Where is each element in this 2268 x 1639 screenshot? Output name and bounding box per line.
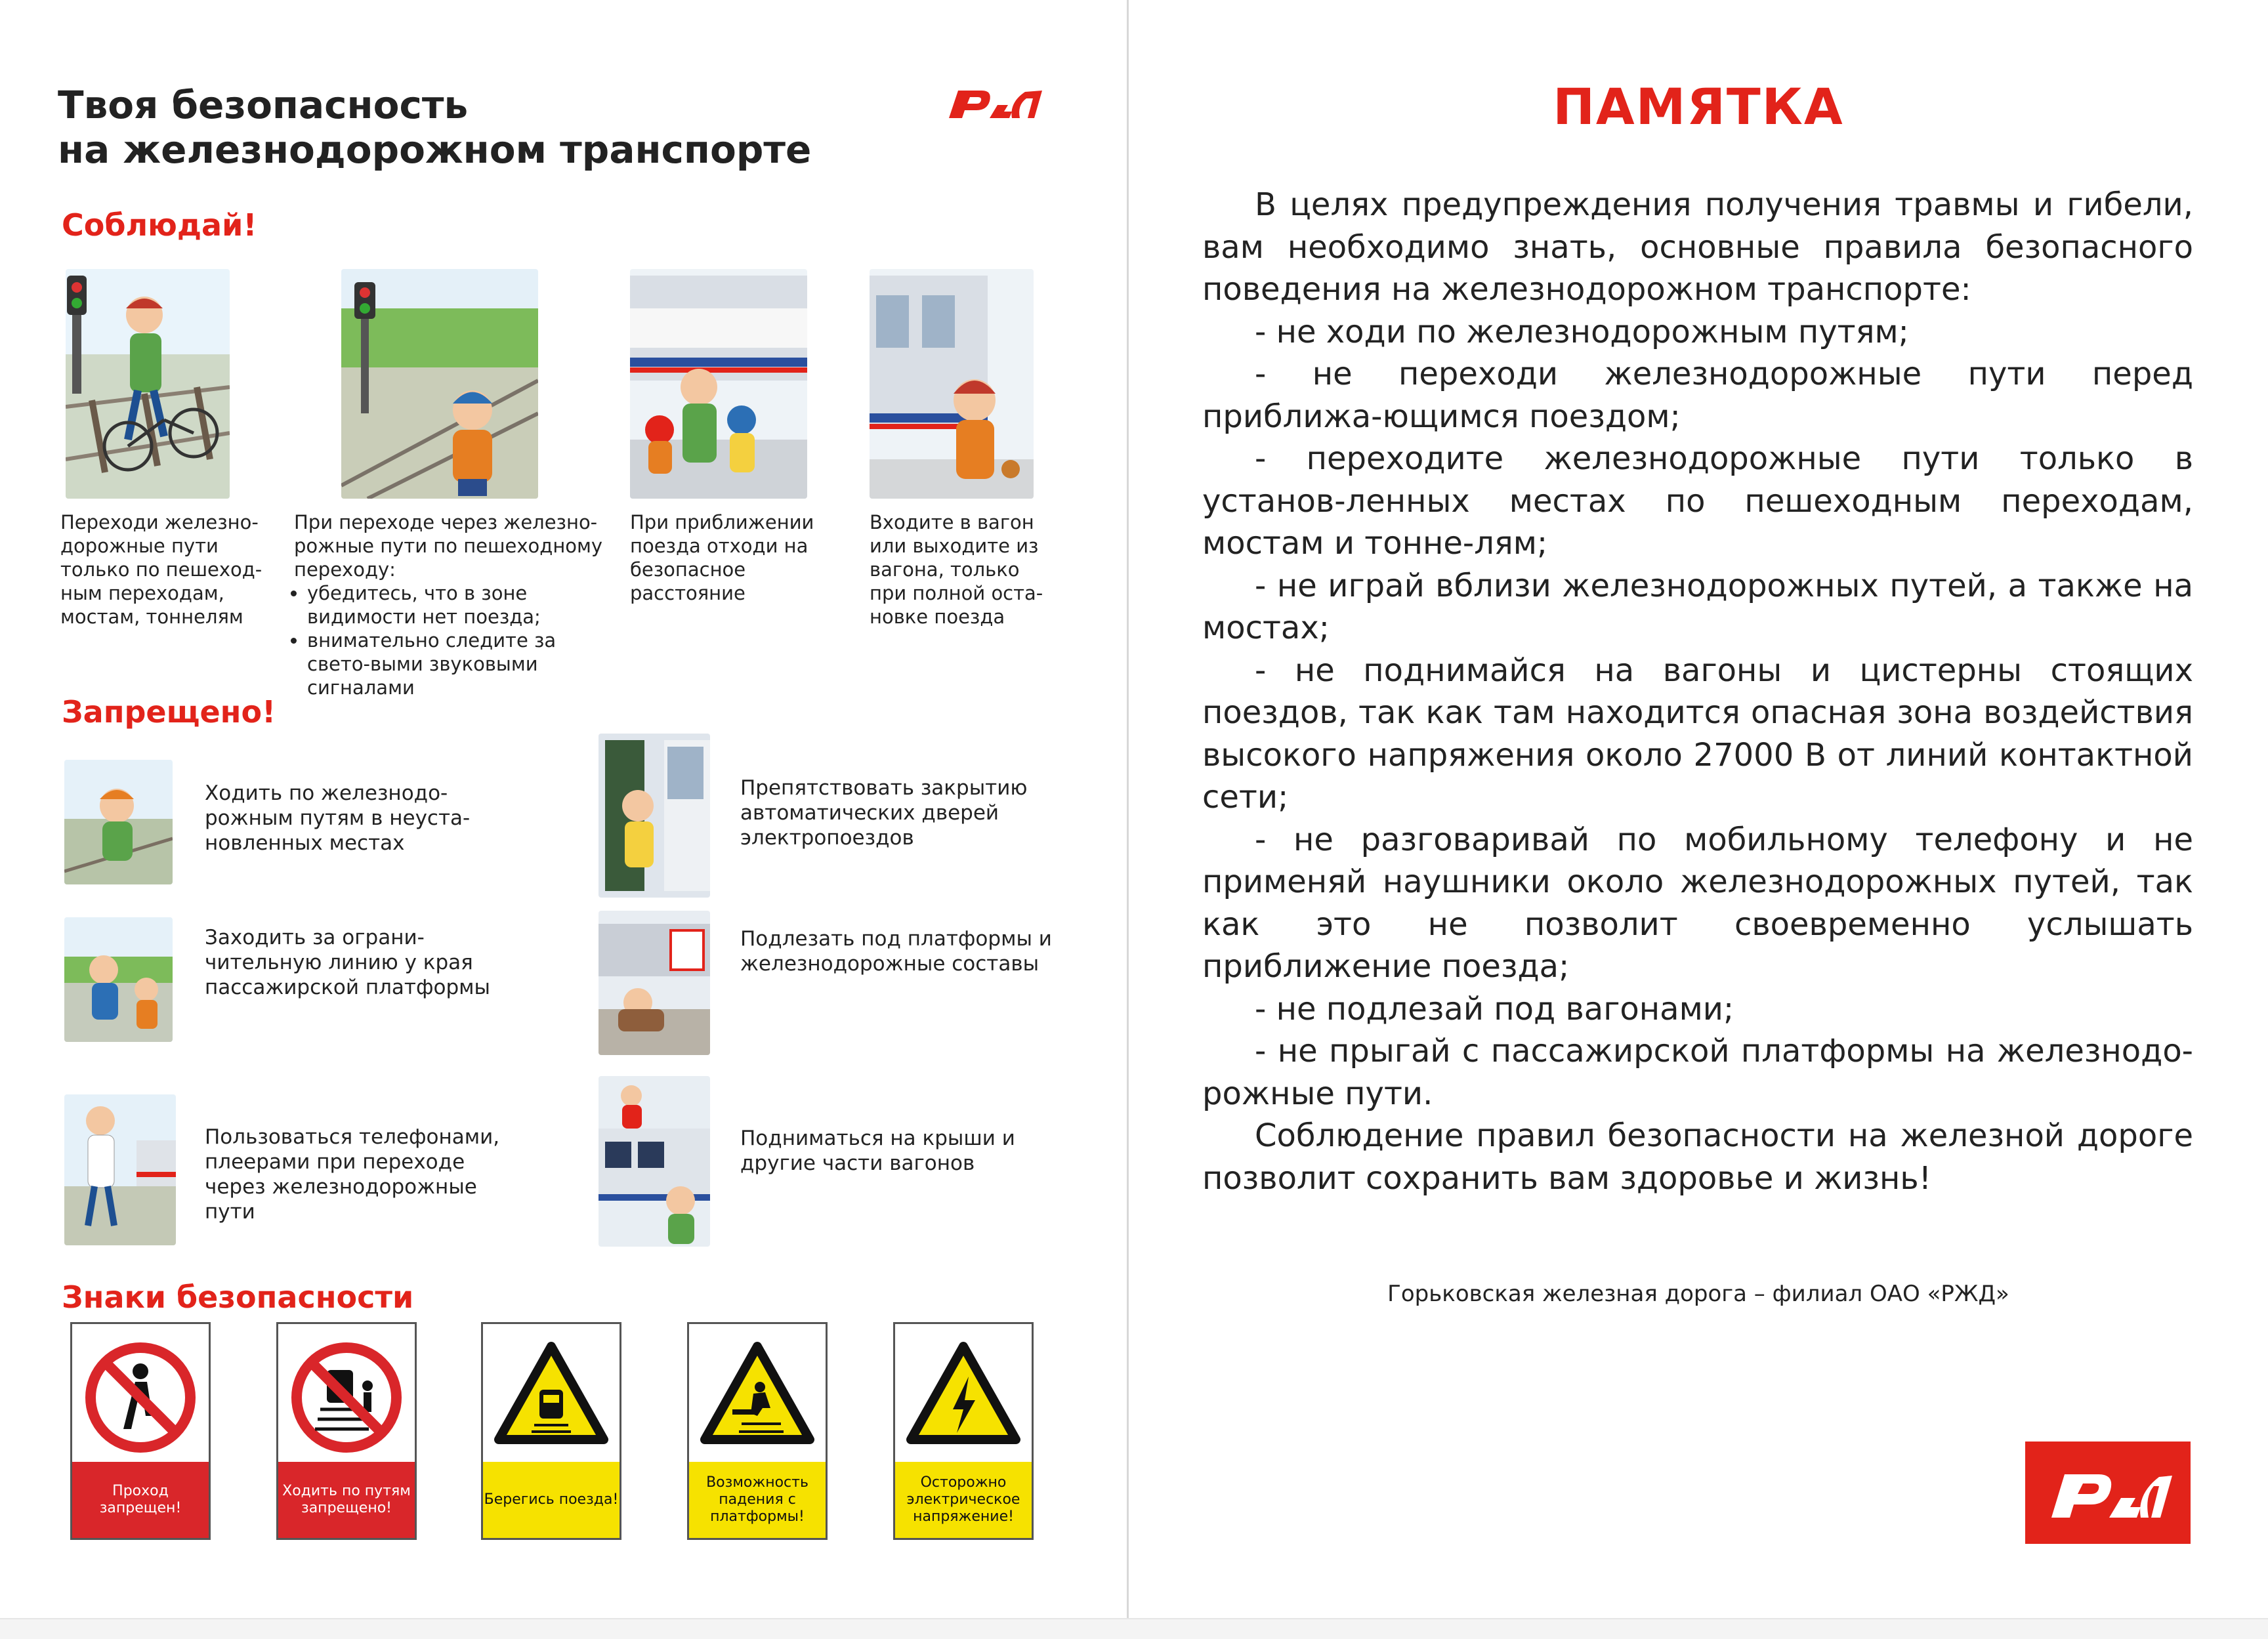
- rzd-logo-box: [2025, 1442, 2191, 1544]
- rzd-logo-white-icon: [2025, 1442, 2191, 1544]
- memo-outro: Соблюдение правил безопасности на железной дороге позволит сохранить вам здоровье и жизнь!: [1202, 1117, 2193, 1197]
- safety-signs-heading: Знаки безопасности: [62, 1279, 414, 1315]
- observe-caption-3: При приближении поезда отходи на безопасное расстояние: [630, 511, 814, 604]
- sign-platform-fall: [687, 1322, 828, 1540]
- high-voltage-icon: [895, 1324, 1032, 1462]
- forbidden-heading: Запрещено!: [62, 694, 276, 730]
- no-pedestrian-icon: [72, 1324, 209, 1462]
- observe-caption-2: [294, 510, 616, 699]
- observe-caption-2-text: При переходе через железно-рожные пути по пешеходному переходу:: [294, 511, 603, 581]
- platform-fall-warning-icon: [689, 1324, 826, 1462]
- sign-no-passage: [70, 1322, 211, 1540]
- no-walking-on-tracks-icon: [278, 1324, 415, 1462]
- scan-bottom-edge: [0, 1618, 2268, 1639]
- sign-no-passage-label: Проход запрещен!: [72, 1462, 209, 1538]
- sign-beware-train: [481, 1322, 621, 1540]
- observe-bullet-1: • убедитесь, что в зоне видимости нет поезда;: [307, 581, 616, 629]
- observe-bullet-2: • внимательно следите за свето-выми звуковыми сигналами: [307, 629, 616, 699]
- sign-no-walking-on-tracks: [276, 1322, 417, 1540]
- crawling-under-train-illustration: [598, 911, 710, 1055]
- phone-headphones-illustration: [64, 1094, 176, 1245]
- pedestrian-crossing-illustration: [66, 269, 230, 499]
- forbidden-text-2: Препятствовать закрытию автоматических дверей электропоездов: [740, 776, 1028, 850]
- walking-on-tracks-illustration: [64, 760, 173, 884]
- memo-rule-6: - не разговаривай по мобильному телефону и не применяй наушники около железнодорожных путей, так как это не позволит своевременно услышать приближение поезда;: [1202, 821, 2193, 985]
- blocking-doors-illustration: [598, 734, 710, 898]
- sign-high-voltage-label: Осторожно электрическое напряжение!: [895, 1462, 1032, 1538]
- forbidden-text-6: Подниматься на крыши и другие части вагонов: [740, 1127, 1015, 1175]
- crossing-with-signal-illustration: [341, 269, 538, 499]
- sign-no-walking-label: Ходить по путям запрещено!: [278, 1462, 415, 1538]
- memo-rule-2: - не переходи железнодорожные пути перед приближа-ющимся поездом;: [1202, 356, 2193, 435]
- train-warning-icon: [483, 1324, 620, 1462]
- memo-rule-1: - не ходи по железнодорожным путям;: [1255, 313, 1909, 350]
- boarding-train-illustration: [870, 269, 1034, 499]
- memo-rule-5: - не поднимайся на вагоны и цистерны стоящих поездов, так как там находится опасная зона воздействия высокого напряжения около 27000 В от линий контактной сети;: [1202, 652, 2193, 816]
- sign-platform-fall-label: Возможность падения с платформы!: [689, 1462, 826, 1538]
- railway-footer-note: Горьковская железная дорога – филиал ОАО «РЖД»: [1387, 1281, 2009, 1307]
- platform-edge-illustration: [64, 917, 173, 1042]
- observe-caption-4: Входите в вагон или выходите из вагона, только при полной оста-новке поезда: [870, 511, 1043, 628]
- forbidden-text-1: Ходить по железнодо-рожным путям в неуста-новленных местах: [205, 781, 471, 855]
- memo-rule-4: - не играй вблизи железнодорожных путей, а также на мостах;: [1202, 567, 2193, 646]
- memo-rule-3: - переходите железнодорожные пути только в установ-ленных местах по пешеходным переходам, мостам и тонне-лям;: [1202, 440, 2193, 562]
- sign-beware-train-label: Берегись поезда!: [483, 1462, 620, 1538]
- memo-rule-8: - не прыгай с пассажирской платформы на железнодо-рожные пути.: [1202, 1033, 2193, 1112]
- memo-intro: В целях предупреждения получения травмы и гибели, вам необходимо знать, основные правила безопасного поведения на железнодорожном транспорте:: [1202, 186, 2193, 308]
- memo-title: ПАМЯТКА: [1553, 77, 1844, 136]
- forbidden-text-5: Пользоваться телефонами, плеерами при переходе через железнодорожные пути: [205, 1125, 500, 1224]
- sign-high-voltage: [893, 1322, 1034, 1540]
- observe-caption-1: Переходи железно-дорожные пути только по пешеход-ным переходам, мостам, тоннелям: [60, 511, 262, 628]
- forbidden-text-3: Заходить за ограни-чительную линию у края пассажирской платформы: [205, 926, 490, 999]
- memo-rule-7: - не подлезай под вагонами;: [1255, 990, 1734, 1027]
- rzd-logo-icon: [944, 76, 1049, 129]
- title-line-2: на железнодорожном транспорте: [58, 127, 812, 172]
- train-approaching-illustration: [630, 269, 807, 499]
- title-line-1: Твоя безопасность: [58, 83, 469, 127]
- forbidden-text-4: Подлезать под платформы и железнодорожные составы: [740, 927, 1052, 976]
- memo-body: [1202, 184, 2193, 1199]
- observe-heading: Соблюдай!: [62, 207, 257, 243]
- leaflet-title: [58, 83, 911, 172]
- climbing-on-train-illustration: [598, 1076, 710, 1247]
